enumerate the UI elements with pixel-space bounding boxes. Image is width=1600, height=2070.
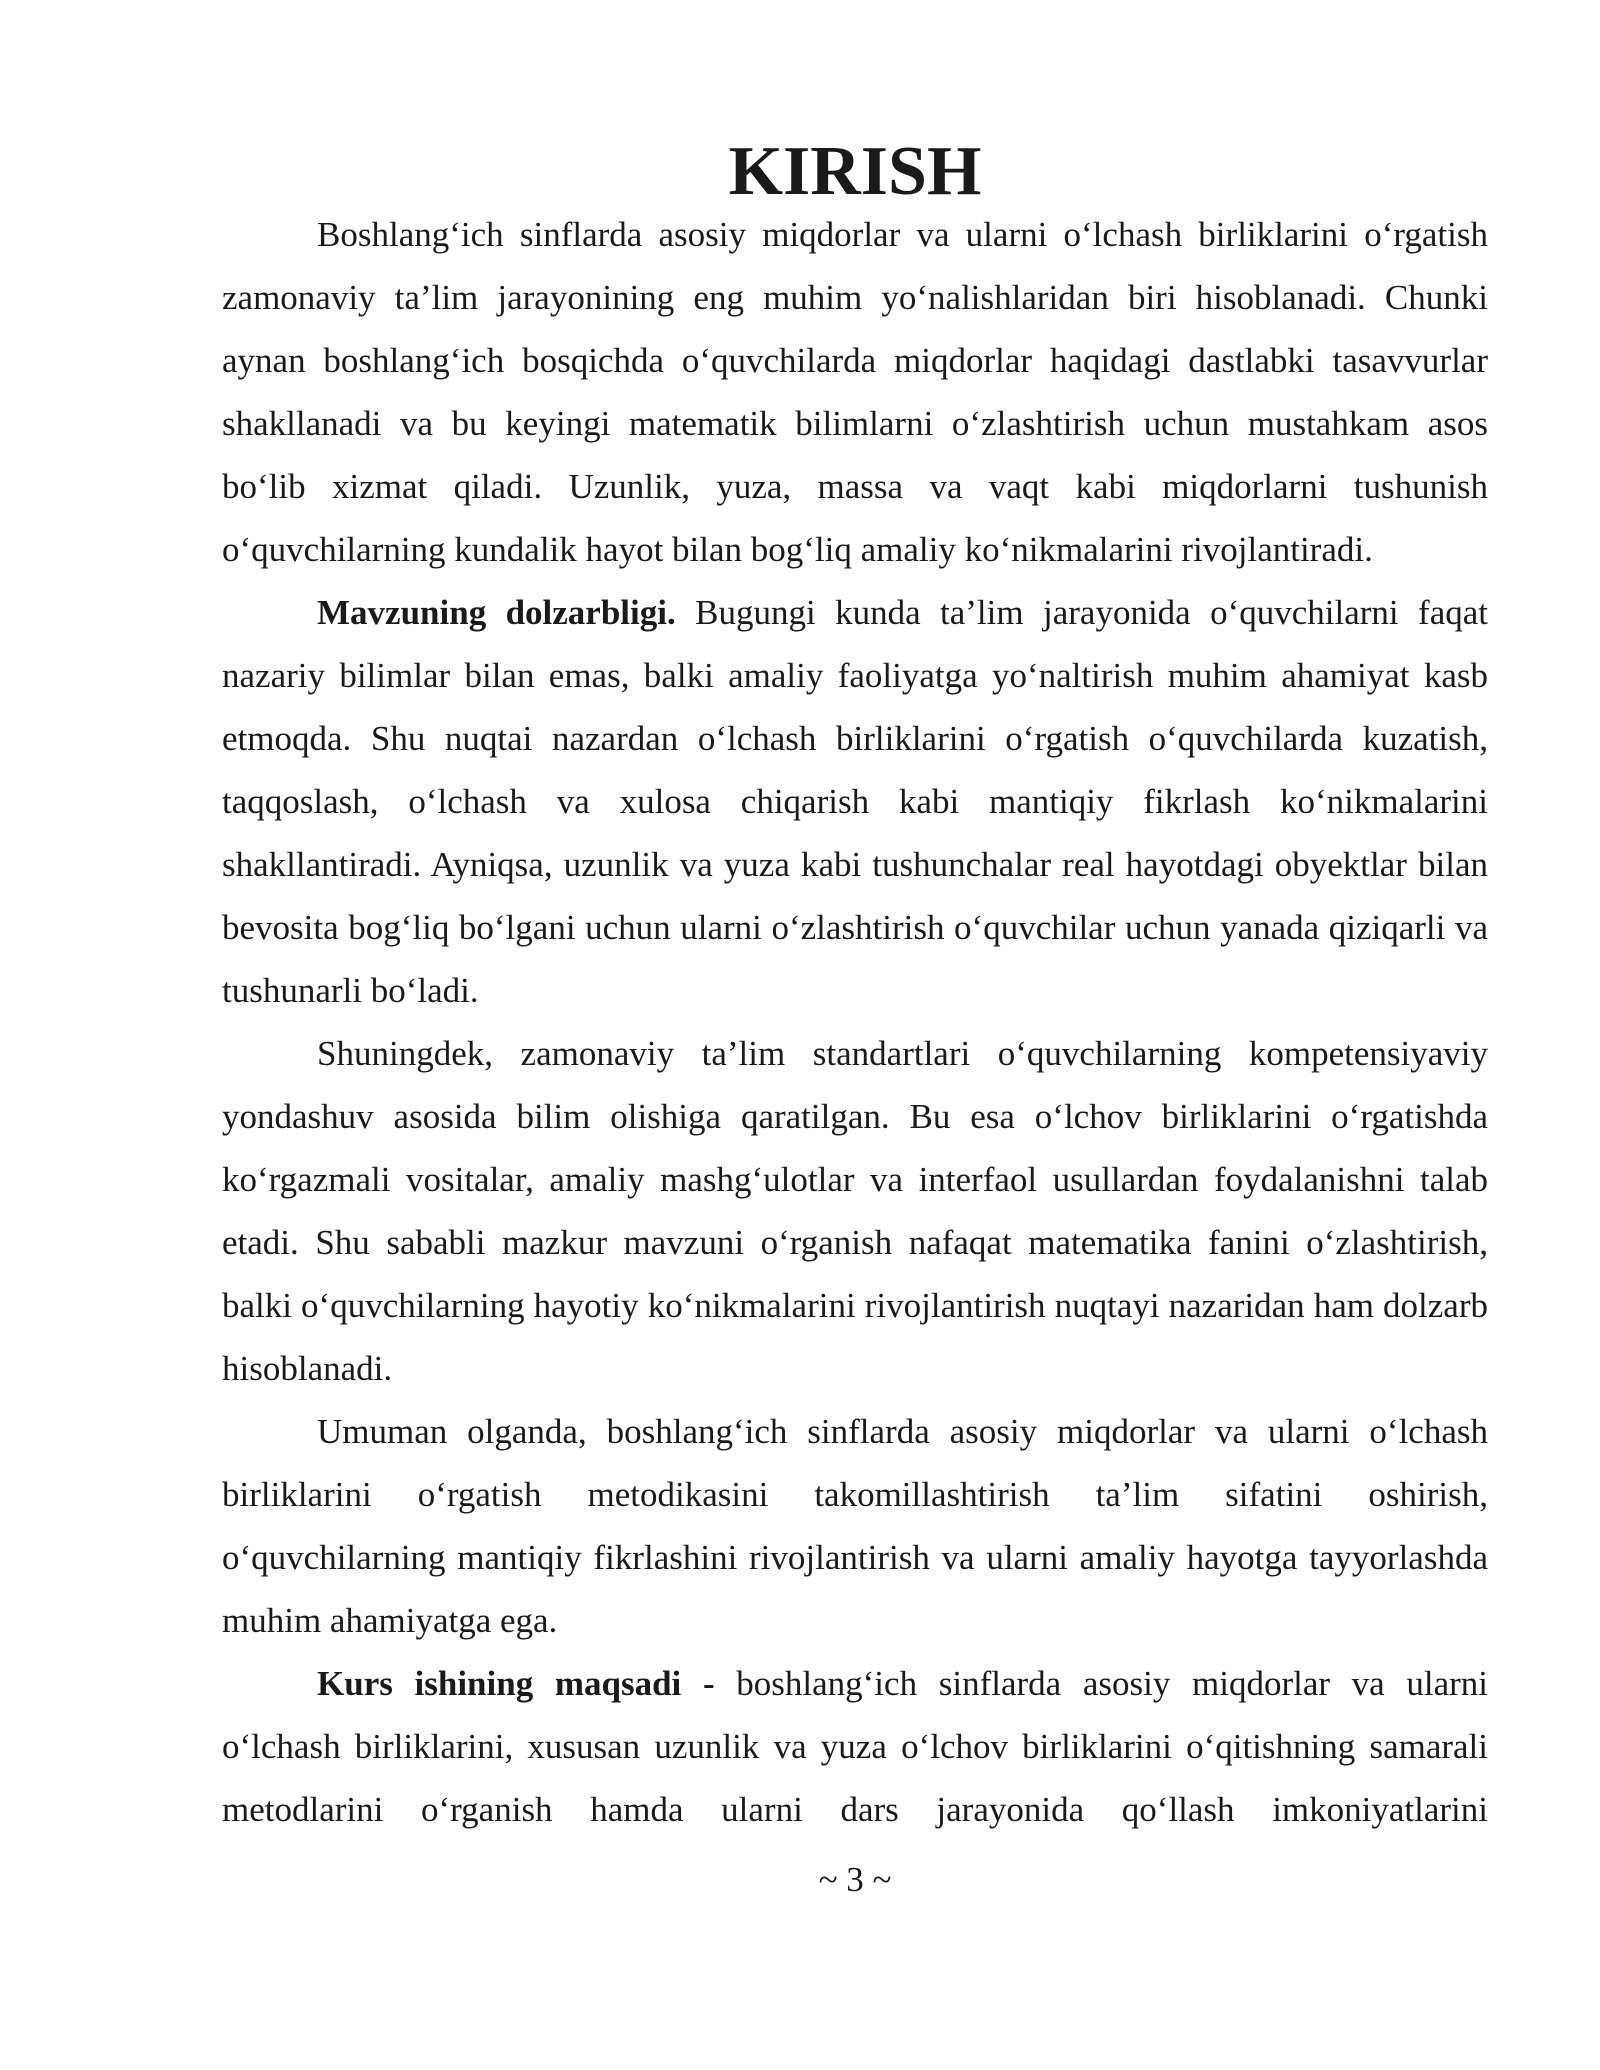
paragraph-relevance: [222, 581, 1488, 1022]
paragraph-text: Shuningdek, zamonaviy ta’lim standartlari o‘quvchilarning kompetensiyaviy yondashuv asosida bilim olishiga qaratilgan. Bu esa o‘lchov birliklarini o‘rgatishda ko‘rgazmali vositalar, amaliy mashg‘ulotlar va interfaol usullardan foydalanishni talab etadi. Shu sababli mazkur mavzuni o‘rganish nafaqat matematika fanini o‘zlashtirish, balki o‘quvchilarning hayotiy ko‘nikmalarini rivojlantirish nuqtayi nazaridan ham dolzarb hisoblanadi.: [222, 1034, 1488, 1388]
page-title: KIRISH: [728, 133, 982, 210]
paragraph-intro: [222, 203, 1488, 581]
page-body: [222, 133, 1489, 1841]
paragraph-text: boshlang‘ich sinflarda asosiy miqdorlar va ularni o‘lchash birliklarini, xususan uzunlik va yuza o‘lchov birliklarini o‘qitishning samarali metodlarini o‘rganish hamda ularni dars jarayonida qo‘llash imkoniyatlarini: [222, 1664, 1489, 1829]
page-number: ~ 3 ~: [818, 1860, 892, 1899]
paragraph-text: Bugungi kunda ta’lim jarayonida o‘quvchilarni faqat nazariy bilimlar bilan emas, balki amaliy faoliyatga yo‘naltirish muhim ahamiyat kasb etmoqda. Shu nuqtai nazardan o‘lchash birliklarini o‘rgatish o‘quvchilarda kuzatish, taqqoslash, o‘lchash va xulosa chiqarish kabi mantiqiy fikrlash ko‘nikmalarini shakllantiradi. Ayniqsa, uzunlik va yuza kabi tushunchalar real hayotdagi obyektlar bilan bevosita bog‘liq bo‘lgani uchun ularni o‘zlashtirish o‘quvchilar uchun yanada qiziqarli va tushunarli bo‘ladi.: [222, 593, 1488, 1010]
paragraph-standards: [222, 1022, 1488, 1400]
paragraph-lead: Mavzuning dolzarbligi.: [317, 593, 676, 632]
paragraph-text: Umuman olganda, boshlang‘ich sinflarda asosiy miqdorlar va ularni o‘lchash birliklarini o‘rgatish metodikasini takomillashtirish ta’lim sifatini oshirish, o‘quvchilarning mantiqiy fikrlashini rivojlantirish va ularni amaliy hayotga tayyorlashda muhim ahamiyatga ega.: [222, 1412, 1488, 1640]
paragraph-lead: Kurs ishining maqsadi -: [317, 1664, 715, 1703]
paragraph-summary: [222, 1400, 1488, 1652]
paragraph-text: Boshlang‘ich sinflarda asosiy miqdorlar va ularni o‘lchash birliklarini o‘rgatish zamonaviy ta’lim jarayonining eng muhim yo‘nalishlaridan biri hisoblanadi. Chunki aynan boshlang‘ich bosqichda o‘quvchilarda miqdorlar haqidagi dastlabki tasavvurlar shakllanadi va bu keyingi matematik bilimlarni o‘zlashtirish uchun mustahkam asos bo‘lib xizmat qiladi. Uzunlik, yuza, massa va vaqt kabi miqdorlarni tushunish o‘quvchilarning kundalik hayot bilan bog‘liq amaliy ko‘nikmalarini rivojlantiradi.: [222, 215, 1488, 569]
paragraph-goal: [222, 1652, 1488, 1841]
